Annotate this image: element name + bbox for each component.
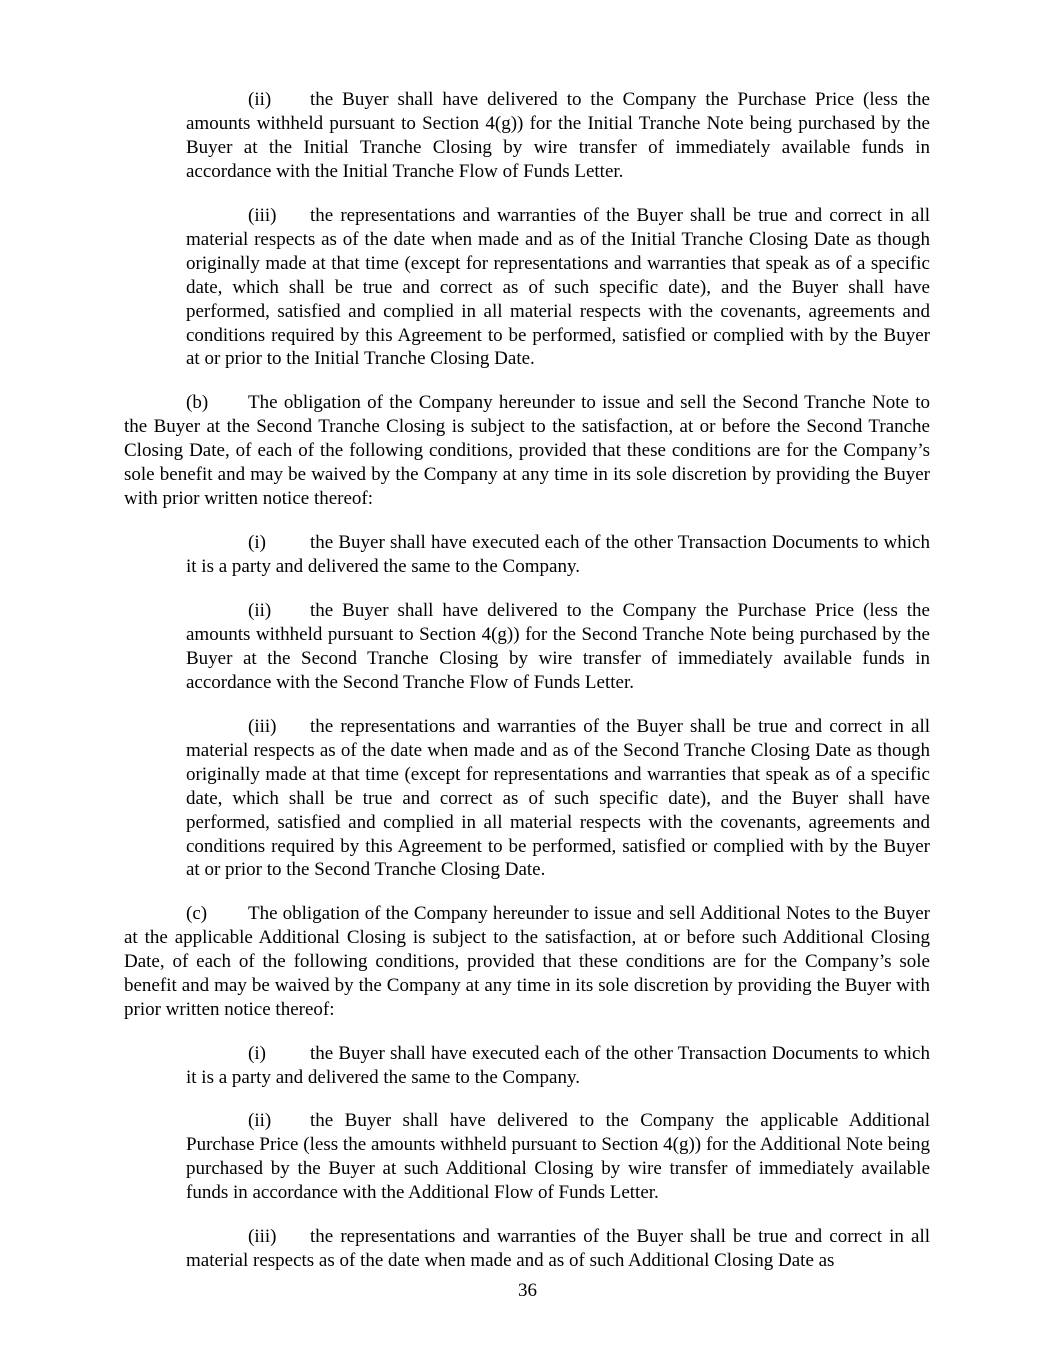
paragraph-text: the representations and warranties of the Buyer shall be true and correct in all material respects as of the date when made and as of the Initial Tranche Closing Date as though originally made at that time (except for representations and warranties that speak as of a specific date, which shall be true and correct as of such specific date), and the Buyer shall have performed, satisfied and complied in all material respects with the covenants, agreements and conditions required by this Agreement to be performed, satisfied or complied with by the Buyer at or prior to the Initial Tranche Closing Date.	[186, 205, 930, 370]
paragraph-text: the Buyer shall have delivered to the Company the Purchase Price (less the amounts withheld pursuant to Section 4(g)) for the Second Tranche Note being purchased by the Buyer at the Second Tranche Closing by wire transfer of immediately available funds in accordance with the Second Tranche Flow of Funds Letter.	[186, 600, 930, 693]
paragraph-marker: (ii)	[248, 1110, 272, 1131]
paragraph-c-i	[186, 1042, 930, 1090]
paragraph-text: the Buyer shall have executed each of the other Transaction Documents to which it is a party and delivered the same to the Company.	[186, 1043, 930, 1088]
paragraph-text: the Buyer shall have delivered to the Company the Purchase Price (less the amounts withheld pursuant to Section 4(g)) for the Initial Tranche Note being purchased by the Buyer at the Initial Tranche Closing by wire transfer of immediately available funds in accordance with the Initial Tranche Flow of Funds Letter.	[186, 89, 930, 182]
paragraph-b	[124, 391, 930, 511]
paragraph-c-ii	[186, 1109, 930, 1205]
paragraph-a-ii	[186, 88, 930, 184]
paragraph-marker: (i)	[248, 532, 266, 553]
paragraph-marker: (b)	[186, 392, 209, 413]
paragraph-c-iii	[186, 1225, 930, 1273]
paragraph-b-i	[186, 531, 930, 579]
paragraph-text: The obligation of the Company hereunder to issue and sell the Second Tranche Note to the Buyer at the Second Tranche Closing is subject to the satisfaction, at or before the Second Tranche Closing Date, of each of the following conditions, provided that these conditions are for the Company’s sole benefit and may be waived by the Company at any time in its sole discretion by providing the Buyer with prior written notice thereof:	[124, 392, 930, 509]
paragraph-b-ii	[186, 599, 930, 695]
paragraph-marker: (ii)	[248, 600, 272, 621]
page-number: 36	[518, 1280, 537, 1301]
paragraph-b-iii	[186, 715, 930, 882]
paragraph-marker: (iii)	[248, 716, 277, 737]
paragraph-c	[124, 902, 930, 1022]
paragraph-marker: (iii)	[248, 1226, 277, 1247]
paragraph-marker: (iii)	[248, 205, 277, 226]
paragraph-text: the representations and warranties of the Buyer shall be true and correct in all material respects as of the date when made and as of the Second Tranche Closing Date as though originally made at that time (except for representations and warranties that speak as of a specific date, which shall be true and correct as of such specific date), and the Buyer shall have performed, satisfied and complied in all material respects with the covenants, agreements and conditions required by this Agreement to be performed, satisfied or complied with by the Buyer at or prior to the Second Tranche Closing Date.	[186, 716, 930, 881]
paragraph-marker: (i)	[248, 1043, 266, 1064]
paragraph-text: the representations and warranties of the Buyer shall be true and correct in all material respects as of the date when made and as of such Additional Closing Date as	[186, 1226, 930, 1271]
paragraph-text: the Buyer shall have delivered to the Company the applicable Additional Purchase Price (less the amounts withheld pursuant to Section 4(g)) for the Additional Note being purchased by the Buyer at such Additional Closing by wire transfer of immediately available funds in accordance with the Additional Flow of Funds Letter.	[186, 1110, 930, 1203]
paragraph-text: the Buyer shall have executed each of the other Transaction Documents to which it is a party and delivered the same to the Company.	[186, 532, 930, 577]
paragraph-marker: (ii)	[248, 89, 272, 110]
paragraph-a-iii	[186, 204, 930, 371]
paragraph-text: The obligation of the Company hereunder to issue and sell Additional Notes to the Buyer at the applicable Additional Closing is subject to the satisfaction, at or before such Additional Closing Date, of each of the following conditions, provided that these conditions are for the Company’s sole benefit and may be waived by the Company at any time in its sole discretion by providing the Buyer with prior written notice thereof:	[124, 903, 930, 1020]
paragraph-marker: (c)	[186, 903, 208, 924]
